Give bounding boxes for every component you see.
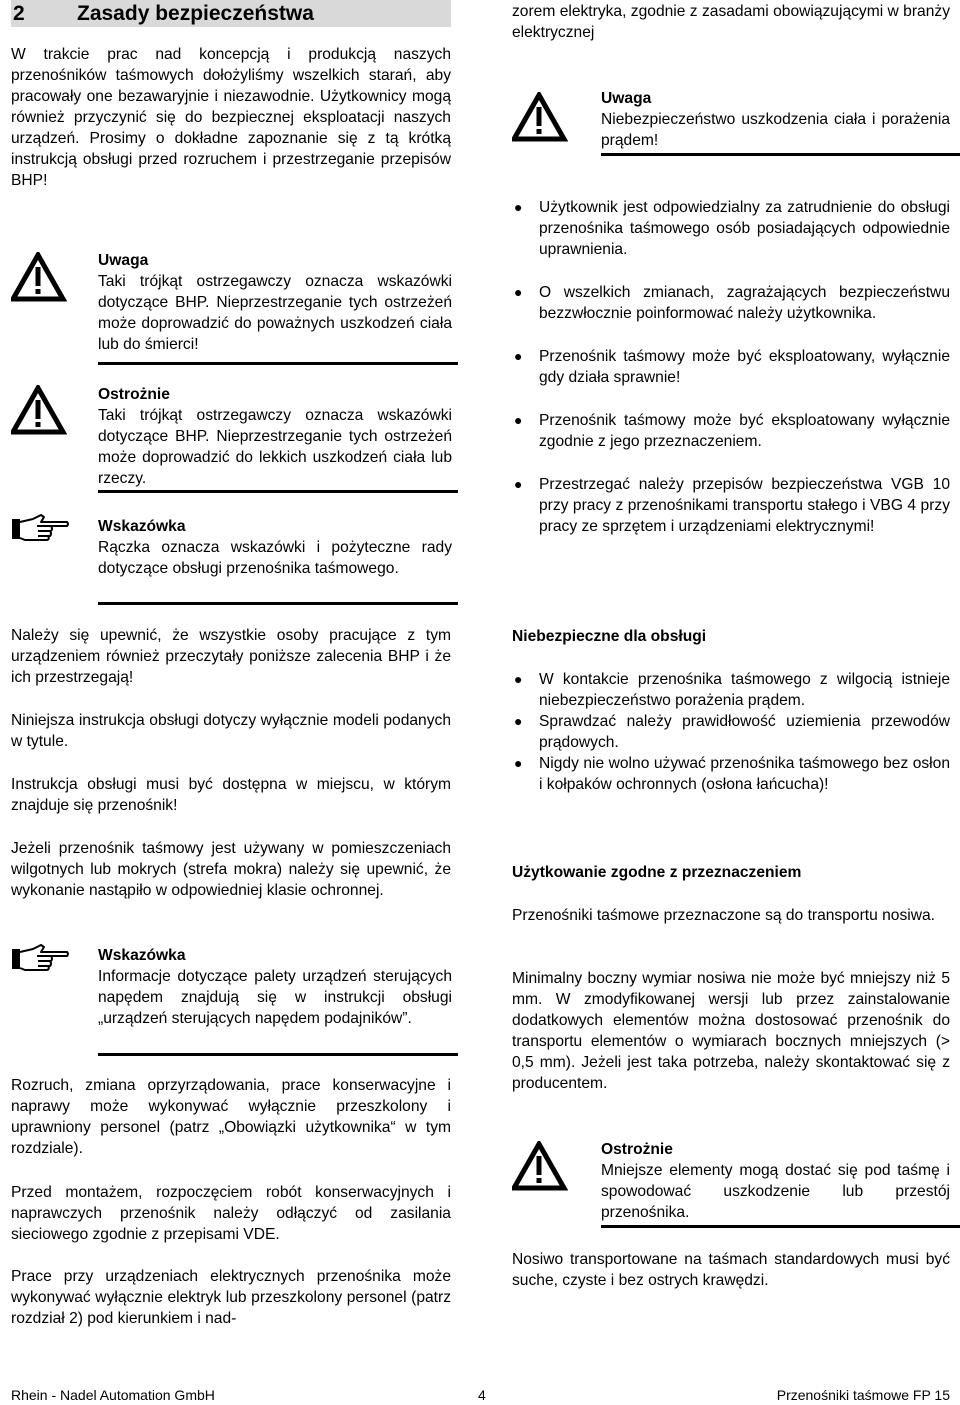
notice-divider xyxy=(98,602,458,605)
list-item: ● Użytkownik jest odpowiedzialny za zatrudnienie do obsługi przenośnika taśmowego osób posiadających odpowiednie uprawnienia. xyxy=(514,199,950,258)
warning-triangle-icon xyxy=(11,385,67,435)
list-item: ● O wszelkich zmianach, zagrażających bezpieczeństwu bezzwłocznie poinformować należy użytkownika. xyxy=(514,284,950,322)
notice-title: Ostrożnie xyxy=(98,386,170,403)
paragraph: Rozruch, zmiana oprzyrządowania, prace konserwacyjne i naprawy może wykonywać wyłącznie przeszkolony i uprawniony personel (patrz „Obowiązki użytkownika“ w tym rozdziale). xyxy=(11,1077,451,1157)
section-number: 2 xyxy=(13,2,25,25)
list-item: ● Sprawdzać należy prawidłowość uziemienia przewodów prądowych. xyxy=(514,713,950,751)
notice-title: Uwaga xyxy=(98,252,149,269)
notice-text: Taki trójkąt ostrzegawczy oznacza wskazówki dotyczące BHP. Nieprzestrzeganie tych ostrzeżeń może doprowadzić do lekkich uszkodzeń ciała lub rzeczy. xyxy=(98,407,452,487)
warning-triangle-icon xyxy=(512,92,568,142)
list-item: ● Przenośnik taśmowy może być eksploatowany, wyłącznie gdy działa sprawnie! xyxy=(514,348,950,386)
paragraph: Przed montażem, rozpoczęciem robót konserwacyjnych i naprawczych przenośnik należy odłączyć od zasilania sieciowego zgodnie z przepisami VDE. xyxy=(11,1184,451,1243)
notice-text: Mniejsze elementy mogą dostać się pod taśmę i spowodować uszkodzenie lub przestój przenośnika. xyxy=(601,1162,950,1221)
notice-text: Rączka oznacza wskazówki i pożyteczne rady dotyczące obsługi przenośnika taśmowego. xyxy=(98,539,452,577)
paragraph: Minimalny boczny wymiar nosiwa nie może być mniejszy niż 5 mm. W zmodyfikowanej wersji lub przez zainstalowanie dodatkowych elementów można dostosować przenośnik do transportu elementów o wymiarach bocznych mniejszych (> 0,5 mm). Jeżeli jest taka potrzeba, należy skontaktować się z producentem. xyxy=(512,970,950,1092)
notice-text: Niebezpieczeństwo uszkodzenia ciała i porażenia prądem! xyxy=(601,111,950,149)
list-item: ● W kontakcie przenośnika taśmowego z wilgocią istnieje niebezpieczeństwo porażenia prądem. xyxy=(514,671,950,709)
notice-uwaga xyxy=(601,88,950,151)
bullet-list xyxy=(512,197,950,537)
notice-title: Wskazówka xyxy=(98,518,186,535)
pointing-hand-icon xyxy=(11,943,71,973)
notice-text: Informacje dotyczące palety urządzeń sterujących napędem znajdują się w instrukcji obsługi „urządzeń sterujących napędem podajników”. xyxy=(98,968,452,1027)
notice-title: Wskazówka xyxy=(98,947,186,964)
notice-divider xyxy=(601,153,960,156)
footer-product: Przenośniki taśmowe FP 15 xyxy=(776,1387,950,1403)
paragraph: Prace przy urządzeniach elektrycznych przenośnika może wykonywać wyłącznie elektryk lub przeszkolony personel (patrz rozdział 2) pod kierunkiem i nad- xyxy=(11,1268,451,1327)
notice-ostroznie xyxy=(98,384,452,489)
bullet-list xyxy=(512,669,950,795)
notice-divider xyxy=(98,490,458,493)
footer-company: Rhein - Nadel Automation GmbH xyxy=(11,1387,215,1403)
notice-divider xyxy=(601,1225,960,1228)
notice-title: Ostrożnie xyxy=(601,1141,673,1158)
paragraph: Należy się upewnić, że wszystkie osoby pracujące z tym urządzeniem również przeczytały poniższe zalecenia BHP i że ich przestrzegają! xyxy=(11,627,451,686)
pointing-hand-icon xyxy=(11,513,71,543)
subheading: Użytkowanie zgodne z przeznaczeniem xyxy=(512,864,802,881)
notice-title: Uwaga xyxy=(601,90,652,107)
section-heading xyxy=(11,0,451,27)
notice-ostroznie xyxy=(601,1139,950,1223)
section-title: Zasady bezpieczeństwa xyxy=(77,2,314,25)
paragraph: Instrukcja obsługi musi być dostępna w miejscu, w którym znajduje się przenośnik! xyxy=(11,776,451,814)
notice-uwaga xyxy=(98,250,452,355)
warning-triangle-icon xyxy=(11,252,67,302)
warning-triangle-icon xyxy=(512,1141,568,1191)
paragraph: Jeżeli przenośnik taśmowy jest używany w pomieszczeniach wilgotnych lub mokrych (strefa mokra) należy się upewnić, że wykonanie nastąpiło w odpowiedniej klasie ochronnej. xyxy=(11,840,451,899)
intro-paragraph: W trakcie prac nad koncepcją i produkcją naszych przenośników taśmowych dołożyliśmy wszelkich starań, aby pracowały one bezawaryjnie i niezawodnie. Użytkownicy mogą również przyczynić się do bezpiecznej eksploatacji naszych urządzeń. Prosimy o dokładne zapoznanie się z tą krótką instrukcją obsługi przed rozruchem i przestrzeganie przepisów BHP! xyxy=(11,46,451,189)
paragraph: Nosiwo transportowane na taśmach standardowych musi być suche, czyste i bez ostrych krawędzi. xyxy=(512,1251,950,1289)
paragraph: Przenośniki taśmowe przeznaczone są do transportu nosiwa. xyxy=(512,907,935,924)
paragraph: zorem elektryka, zgodnie z zasadami obowiązującymi w branży elektrycznej xyxy=(512,3,950,41)
notice-divider xyxy=(98,1053,458,1056)
notice-wskazowka xyxy=(98,516,452,579)
subheading: Niebezpieczne dla obsługi xyxy=(512,628,707,645)
notice-wskazowka xyxy=(98,945,452,1029)
paragraph: Niniejsza instrukcja obsługi dotyczy wyłącznie modeli podanych w tytule. xyxy=(11,712,451,750)
list-item: ● Przestrzegać należy przepisów bezpieczeństwa VGB 10 przy pracy z przenośnikami transportu stałego i VBG 4 przy pracy ze sprzętem i urządzeniami elektrycznymi! xyxy=(514,476,950,535)
footer-page-number: 4 xyxy=(478,1387,486,1403)
list-item: ● Przenośnik taśmowy może być eksploatowany wyłącznie zgodnie z jego przeznaczeniem. xyxy=(514,412,950,450)
notice-divider xyxy=(98,362,458,365)
list-item: ● Nigdy nie wolno używać przenośnika taśmowego bez osłon i kołpaków ochronnych (osłona łańcucha)! xyxy=(514,755,950,793)
notice-text: Taki trójkąt ostrzegawczy oznacza wskazówki dotyczące BHP. Nieprzestrzeganie tych ostrzeżeń może doprowadzić do poważnych uszkodzeń ciała lub do śmierci! xyxy=(98,273,452,353)
